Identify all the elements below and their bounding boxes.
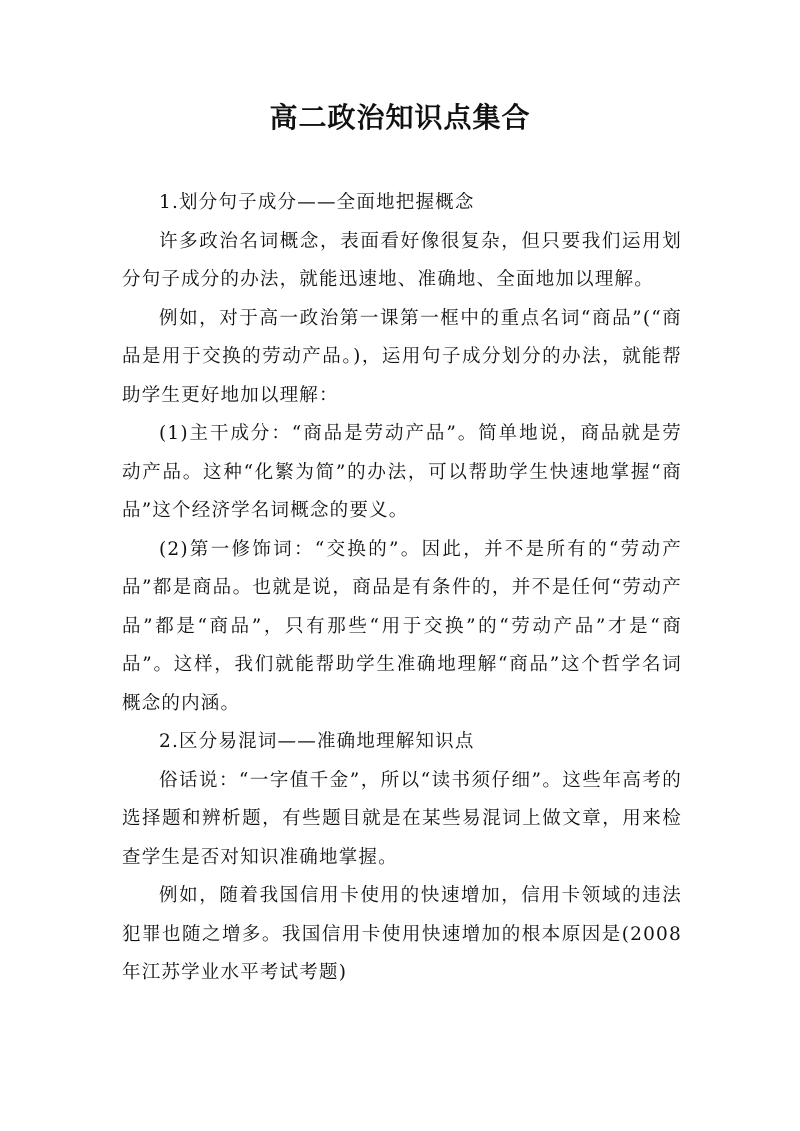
document-body: [122, 184, 682, 993]
paragraph: 例如，随着我国信用卡使用的快速增加，信用卡领域的违法犯罪也随之增多。我国信用卡使用快速增加的根本原因是(2008年江苏学业水平考试考题): [122, 885, 682, 983]
paragraph: 许多政治名词概念，表面看好像很复杂，但只要我们运用划分句子成分的办法，就能迅速地、准确地、全面地加以理解。: [122, 230, 682, 290]
paragraph: 俗话说：“一字值千金”，所以“读书须仔细”。这些年高考的选择题和辨析题，有些题目就是在某些易混词上做文章，用来检查学生是否对知识准确地掌握。: [122, 769, 682, 868]
document-title: 高二政治知识点集合: [269, 101, 531, 134]
paragraph: (2)第一修饰词：“交换的”。因此，并不是所有的“劳动产品”都是商品。也就是说，商品是有条件的，并不是任何“劳动产品”都是“商品”，只有那些“用于交换”的“劳动产品”才是“商品”。这样，我们就能帮助学生准确地理解“商品”这个哲学名词概念的内涵。: [122, 538, 682, 714]
section-heading-2: 2.区分易混词——准确地理解知识点: [159, 731, 475, 752]
paragraph: 例如，对于高一政治第一课第一框中的重点名词“商品”(“商品是用于交换的劳动产品。)，运用句子成分划分的办法，就能帮助学生更好地加以理解：: [122, 307, 682, 406]
paragraph: (1)主干成分：“商品是劳动产品”。简单地说，商品就是劳动产品。这种“化繁为简”的办法，可以帮助学生快速地掌握“商品”这个经济学名词概念的要义。: [122, 423, 682, 521]
section-heading-1: 1.划分句子成分——全面地把握概念: [159, 192, 475, 213]
